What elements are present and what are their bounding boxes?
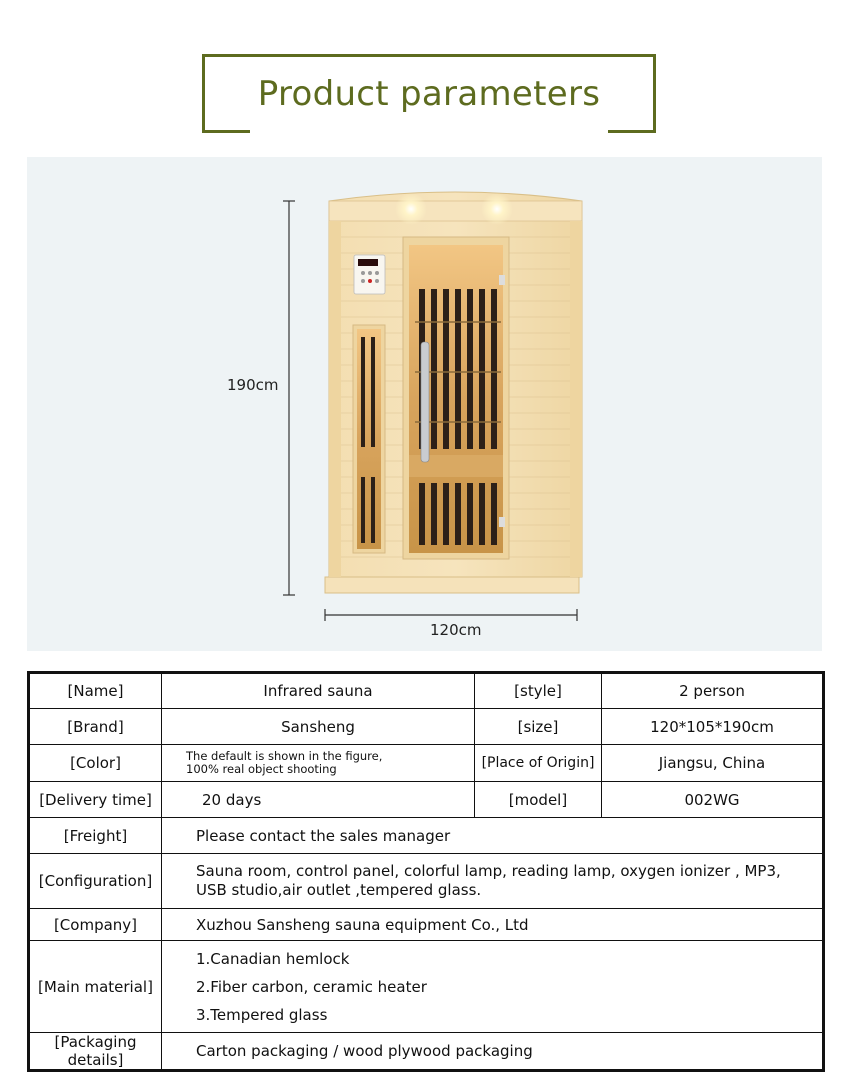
- model-value: 002WG: [602, 782, 824, 818]
- origin-value: Jiangsu, China: [602, 745, 824, 782]
- style-label: [style]: [475, 673, 602, 709]
- delivery-label: [Delivery time]: [29, 782, 162, 818]
- table-row: [29, 745, 824, 782]
- origin-label: [Place of Origin]: [475, 745, 602, 782]
- table-row: [29, 782, 824, 818]
- freight-value: Please contact the sales manager: [162, 818, 824, 854]
- page-title: Product parameters: [257, 73, 601, 114]
- width-dimension: 120cm: [430, 621, 482, 639]
- config-value: Sauna room, control panel, colorful lamp, reading lamp, oxygen ionizer , MP3, USB studio,air outlet ,tempered glass.: [162, 854, 824, 909]
- size-value: 120*105*190cm: [602, 709, 824, 745]
- material-item: 2.Fiber carbon, ceramic heater: [196, 977, 427, 996]
- delivery-value: 20 days: [162, 782, 475, 818]
- table-row: [29, 673, 824, 709]
- table-row: [29, 941, 824, 1033]
- style-value: 2 person: [602, 673, 824, 709]
- company-value: Xuzhou Sansheng sauna equipment Co., Ltd: [162, 909, 824, 941]
- color-value: [162, 745, 475, 782]
- brand-value: Sansheng: [162, 709, 475, 745]
- material-item: 1.Canadian hemlock: [196, 949, 350, 968]
- spec-table: [27, 671, 825, 1072]
- model-label: [model]: [475, 782, 602, 818]
- product-image-panel: [27, 157, 822, 651]
- brand-label: [Brand]: [29, 709, 162, 745]
- table-row: [29, 818, 824, 854]
- height-dimension: 190cm: [227, 376, 279, 394]
- name-value: Infrared sauna: [162, 673, 475, 709]
- table-row: [29, 1033, 824, 1071]
- packaging-value: Carton packaging / wood plywood packaging: [162, 1033, 824, 1071]
- name-label: [Name]: [29, 673, 162, 709]
- table-row: [29, 709, 824, 745]
- table-row: [29, 909, 824, 941]
- config-label: [Configuration]: [29, 854, 162, 909]
- color-label: [Color]: [29, 745, 162, 782]
- freight-label: [Freight]: [29, 818, 162, 854]
- material-item: 3.Tempered glass: [196, 1005, 328, 1024]
- material-value: [162, 941, 824, 1033]
- company-label: [Company]: [29, 909, 162, 941]
- packaging-label: [Packaging details]: [29, 1033, 162, 1071]
- title-frame: [202, 54, 656, 133]
- size-label: [size]: [475, 709, 602, 745]
- sauna-illustration: [27, 157, 822, 651]
- material-label: [Main material]: [29, 941, 162, 1033]
- color-line-2: 100% real object shooting: [186, 762, 337, 776]
- table-row: [29, 854, 824, 909]
- color-line-1: The default is shown in the figure,: [186, 749, 383, 763]
